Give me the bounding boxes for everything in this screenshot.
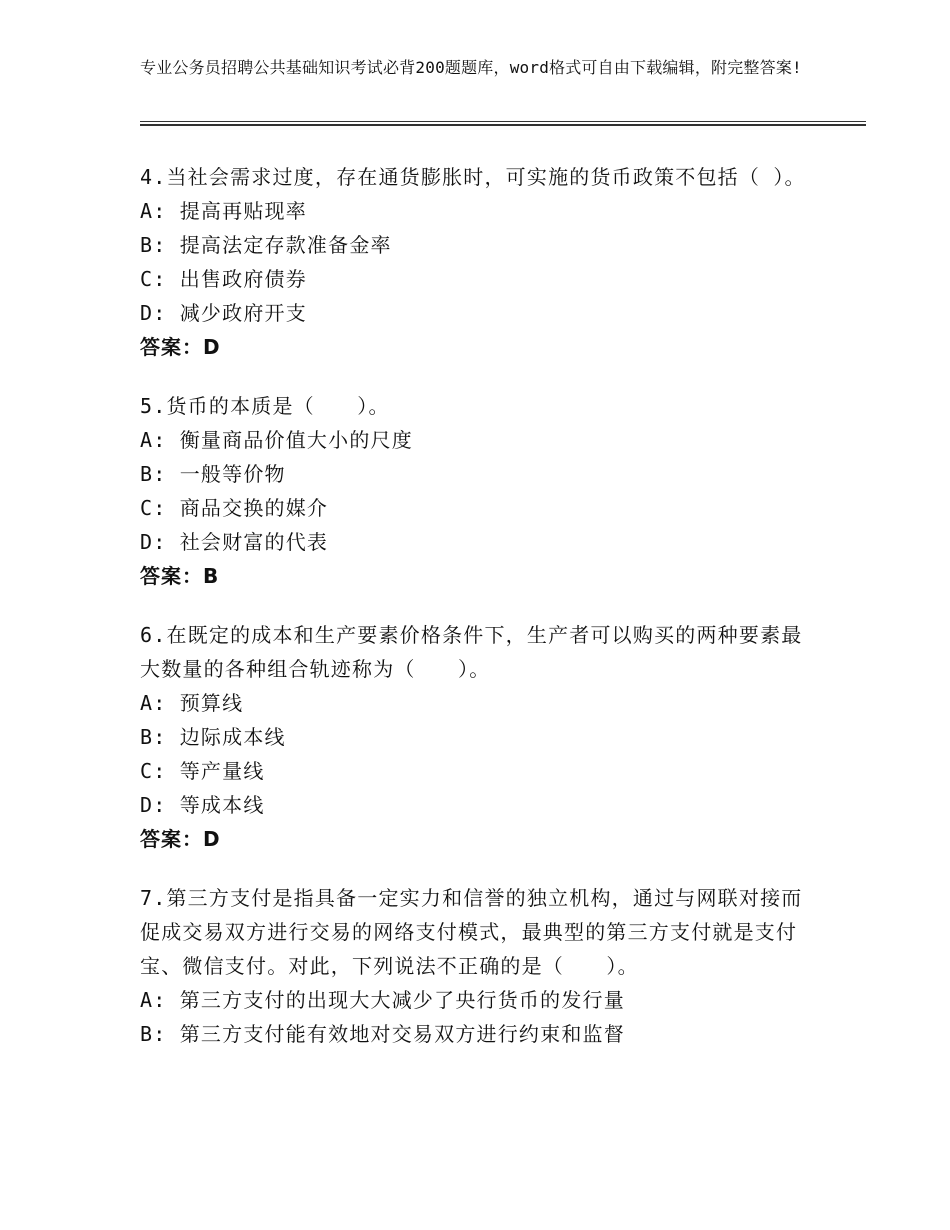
document-header: 专业公务员招聘公共基础知识考试必背200题题库，word格式可自由下载编辑，附完整答案! [140,58,802,77]
option-c: C: 等产量线 [140,759,265,783]
option-d: D: 社会财富的代表 [140,530,329,554]
option-c: C: 商品交换的媒介 [140,496,329,520]
question-7 [140,881,820,1051]
answer-line: 答案：D [140,335,221,359]
option-a: A: 提高再贴现率 [140,199,307,223]
question-text: 7.第三方支付是指具备一定实力和信誉的独立机构，通过与网联对接而促成交易双方进行交易的网络支付模式，最典型的第三方支付就是支付宝、微信支付。对此，下列说法不正确的是（ ）。 [140,886,803,978]
option-b: B: 一般等价物 [140,462,286,486]
option-a: A: 预算线 [140,691,244,715]
option-b: B: 边际成本线 [140,725,286,749]
question-text: 6.在既定的成本和生产要素价格条件下，生产者可以购买的两种要素最大数量的各种组合轨迹称为（ ）。 [140,623,803,681]
option-b: B: 第三方支付能有效地对交易双方进行约束和监督 [140,1022,625,1046]
option-b: B: 提高法定存款准备金率 [140,233,392,257]
question-list [140,160,820,1076]
option-d: D: 减少政府开支 [140,301,307,325]
question-4 [140,160,820,364]
question-5 [140,389,820,593]
question-6 [140,618,820,856]
option-d: D: 等成本线 [140,793,265,817]
question-text: 5.货币的本质是（ ）。 [140,394,390,418]
option-a: A: 第三方支付的出现大大减少了央行货币的发行量 [140,988,625,1012]
answer-line: 答案：B [140,564,220,588]
header-rule-thin [140,121,866,122]
header-rule-thick [140,124,866,126]
question-text: 4.当社会需求过度，存在通货膨胀时，可实施的货币政策不包括（ ）。 [140,165,806,189]
option-a: A: 衡量商品价值大小的尺度 [140,428,413,452]
answer-line: 答案：D [140,827,221,851]
option-c: C: 出售政府债券 [140,267,307,291]
